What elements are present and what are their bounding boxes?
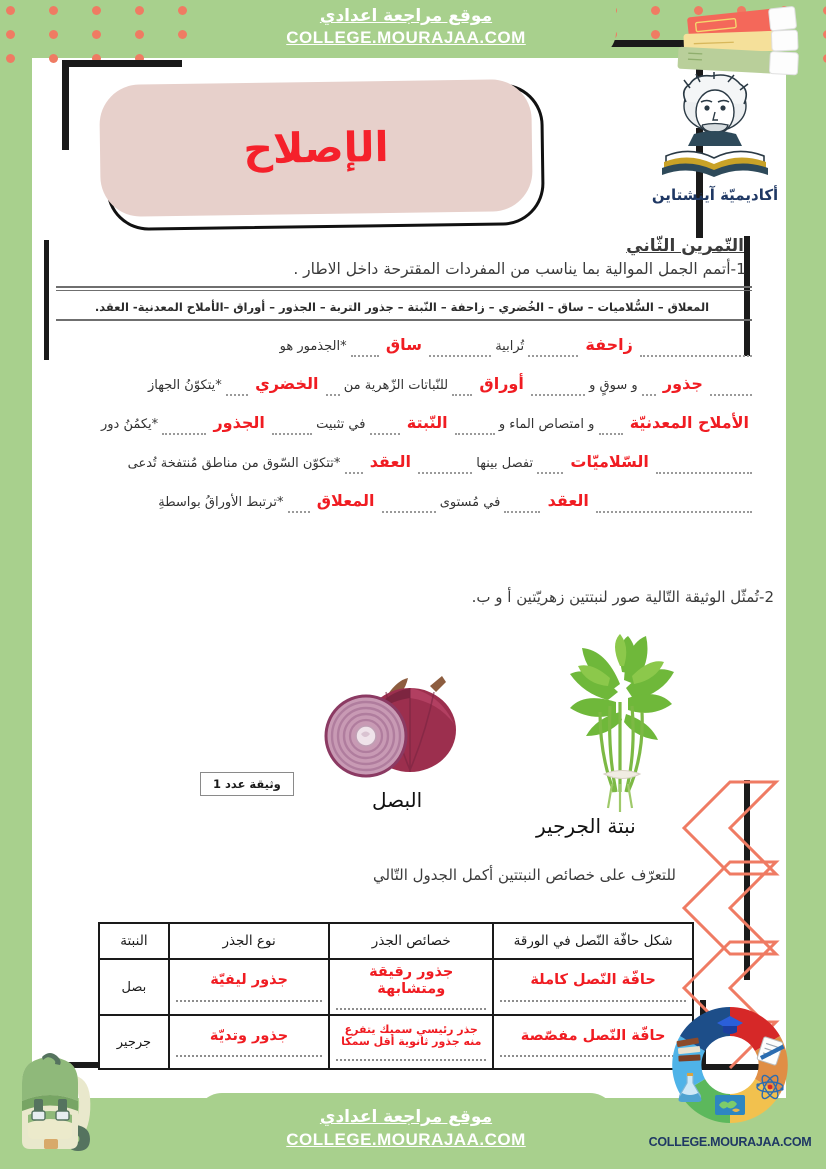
- einstein-book-logo-icon: [656, 72, 774, 184]
- table-header-root-traits: خصائص الجذر: [329, 923, 493, 959]
- polka-dot: [92, 30, 101, 39]
- fill-blank-row-5: [52, 489, 752, 513]
- dotted-line: [336, 1051, 486, 1061]
- polka-dot: [6, 54, 15, 63]
- fill-blank-row-1: [52, 333, 752, 357]
- polka-dot: [651, 6, 660, 15]
- static-5-1: في مُستوى: [439, 495, 501, 510]
- answer-2-3: جذور: [662, 374, 703, 393]
- table-header-leaf-edge: شكل حافّة النّصل في الورقة: [493, 923, 693, 959]
- polka-dot: [49, 6, 58, 15]
- cell-root-traits-arugula[interactable]: [329, 1015, 493, 1069]
- answer-4-1: العقد: [369, 452, 411, 471]
- green-band-left: [0, 0, 32, 1169]
- static-3-1: في تثبيت: [316, 417, 366, 432]
- site-footer-ribbon: [196, 1093, 616, 1169]
- answer-5-1: المعلاق: [316, 491, 375, 510]
- table-header-row: [99, 923, 693, 959]
- static-3-2: و امتصاص الماء و: [498, 417, 595, 432]
- site-footer-arabic: موقع مراجعة اعدادي: [319, 1107, 493, 1127]
- question-2-text: 2-تُمثّل الوثيقة التّالية صور لنبتتين زهريّتين أ و ب.: [471, 588, 774, 606]
- polka-dot: [135, 6, 144, 15]
- answer-leaf-edge-arugula: حافّة النّصل مفصّصة: [520, 1027, 666, 1044]
- prefix-4: *تتكوّن السّوق من مناطق مُنتفخة تُدعى: [127, 456, 341, 471]
- exercise-heading: التّمرين الثّاني: [626, 236, 744, 256]
- dotted-line: [176, 1047, 323, 1057]
- caption-arugula: نبتة الجرجير: [536, 814, 636, 838]
- cell-root-type-arugula[interactable]: [169, 1015, 330, 1069]
- table-header-root-type: نوع الجذر: [169, 923, 330, 959]
- dotted-line: [336, 1000, 486, 1010]
- backpack-decoration: [6, 1045, 116, 1155]
- polka-dot: [651, 30, 660, 39]
- frame-stroke-top-left: [62, 60, 182, 67]
- wheel-watermark-url: COLLEGE.MOURAJAA.COM: [648, 1135, 812, 1149]
- polka-dot: [49, 54, 58, 63]
- answer-4-2: السّلاميّات: [570, 452, 649, 471]
- page-title: الإصلاح: [243, 122, 389, 174]
- answer-root-traits-onion: جذور رقيقة ومتشابهة: [369, 964, 454, 997]
- polka-dot: [178, 6, 187, 15]
- cell-plant-onion: بصل: [99, 959, 169, 1015]
- answer-3-2: النّبتة: [406, 413, 448, 432]
- frame-stroke-left-exercise: [44, 240, 49, 360]
- dotted-line: [176, 992, 323, 1002]
- polka-dot: [92, 6, 101, 15]
- exercise-block: [52, 236, 752, 528]
- answer-1-1: ساق: [385, 335, 422, 354]
- divider-above-wordbank-thin: [56, 290, 752, 291]
- divider-below-wordbank: [56, 319, 752, 321]
- exercise-instruction: 1-أتمم الجمل الموالية بما يناسب من المفردات المقترحة داخل الاطار .: [293, 260, 746, 278]
- fill-blank-row-4: [52, 450, 752, 474]
- divider-above-wordbank: [56, 286, 752, 288]
- book-stack-decoration: [672, 4, 812, 84]
- cell-root-traits-onion[interactable]: [329, 959, 493, 1015]
- answer-leaf-edge-onion: حافّة النّصل كاملة: [530, 972, 656, 989]
- fill-blank-row-3: [52, 411, 752, 435]
- books-icon: [672, 4, 812, 84]
- site-header-ribbon: [196, 0, 616, 58]
- answer-3-1: الجذور: [213, 413, 265, 432]
- prefix-3: *يكمُنُ دور: [100, 417, 159, 432]
- polka-dot: [135, 30, 144, 39]
- cell-root-type-onion[interactable]: [169, 959, 330, 1015]
- answer-root-type-arugula: جذور وتديّة: [209, 1027, 289, 1044]
- table-header-plant: النبتة: [99, 923, 169, 959]
- site-header-arabic: موقع مراجعة اعدادي: [319, 6, 493, 26]
- backpack-icon: [6, 1045, 116, 1155]
- table-row: [99, 1015, 693, 1069]
- answer-2-1: الخضري: [255, 374, 319, 393]
- static-1-1: تُرابية: [495, 339, 525, 354]
- polka-dot: [6, 6, 15, 15]
- title-plate: [99, 79, 533, 217]
- static-4-1: تفصل بينها: [476, 456, 534, 471]
- answer-3-3: الأملاح المعدنيّة: [629, 413, 749, 432]
- cell-plant-arugula: جرجير: [99, 1015, 169, 1069]
- site-header-url[interactable]: COLLEGE.MOURAJAA.COM: [286, 28, 526, 47]
- answer-1-2: زاحفة: [585, 335, 633, 354]
- prefix-2: *يتكوّنُ الجهاز: [147, 378, 222, 393]
- education-wheel-decoration: [640, 995, 820, 1165]
- caption-onion: البصل: [372, 788, 423, 812]
- fill-blank-row-2: [52, 372, 752, 396]
- document-number-tag: وثيقة عدد 1: [200, 772, 294, 796]
- table-row: [99, 959, 693, 1015]
- prefix-1: *الجذمور هو: [279, 339, 347, 354]
- answer-2-2: أوراق: [479, 374, 524, 393]
- polka-dot: [6, 30, 15, 39]
- education-wheel-icon: [655, 995, 805, 1135]
- characteristics-table: [98, 922, 694, 1070]
- answer-root-traits-arugula: جذر رئيسي سميك يتفرع منه جذور ثانوية أقل سمكا: [341, 1022, 482, 1048]
- answer-5-2: العقد: [547, 491, 589, 510]
- table-instruction: للتعرّف على خصائص النبتتين أكمل الجدول التّالي: [372, 866, 676, 884]
- answer-root-type-onion: جذور ليفيّة: [210, 972, 288, 989]
- polka-dot: [178, 30, 187, 39]
- static-2-1: للنّباتات الزّهرية من: [343, 378, 449, 393]
- academy-name: أكاديميّة آينشتاين: [651, 186, 779, 204]
- site-footer-url[interactable]: COLLEGE.MOURAJAA.COM: [286, 1130, 526, 1149]
- prefix-5: *ترتبط الأوراقُ بواسطةِ: [158, 495, 284, 510]
- onion-photo-icon: [310, 658, 490, 788]
- frame-stroke-left-upper: [62, 60, 69, 150]
- polka-dot: [49, 30, 58, 39]
- word-bank: المعلاق – السُّلاميات – ساق – الخُضري – زاحفة – النّبتة – جذور التربة – الجذور – أوراق –الأملاح المعدنية- العقد.: [94, 300, 710, 314]
- static-2-2: و سوقٍ و: [589, 378, 638, 393]
- academy-logo: [640, 72, 790, 222]
